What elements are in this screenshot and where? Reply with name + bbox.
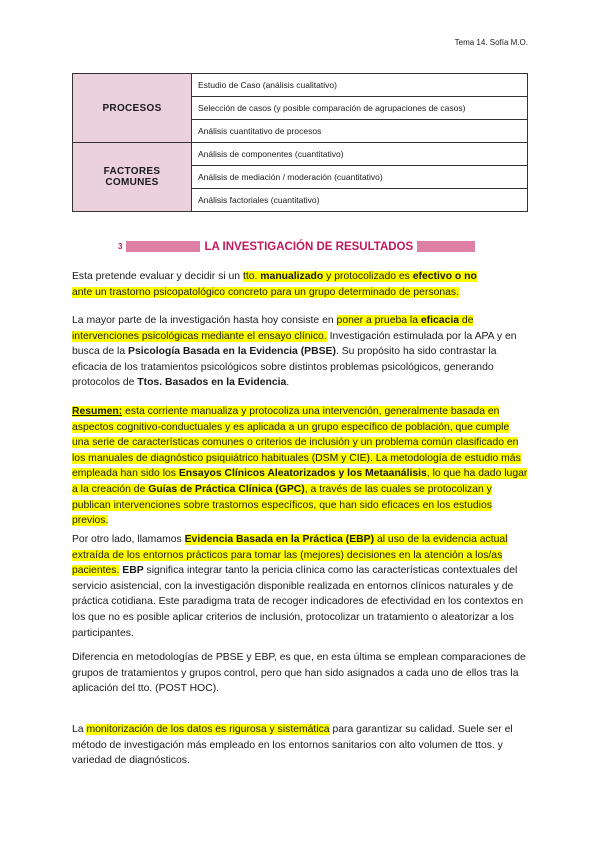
table-row [73,74,528,97]
highlight-span: esta corriente manualiza y protocoliza una intervención, generalmente basada en aspectos cognitivo-conductuales y es aplicada a un grupo específico de población, que cumple una serie de características comunes o criterios de inclusión y un problema común clasificado en los manuales de diagnóstico psiquiátrico habituales (DSM y CIE). La metodología de estudio más empleada han sido los [72,406,521,480]
highlight-span [72,406,122,417]
paragraph-1 [72,269,528,300]
highlight-span [260,271,323,282]
table-cell: Análisis de mediación / moderación (cuantitativo) [192,166,528,189]
bold-span: EBP [122,565,144,577]
text-span: para garantizar su calidad. Suele ser el método de investigación más empleado en los entornos sanitarios con alto volumen de ttos. y variedad de diagnósticos. [72,724,513,767]
summary-label: Resumen: [72,406,123,417]
paragraph-6 [72,722,528,769]
bold-span: Evidencia Basada en la Práctica (EBP) [184,534,375,545]
highlight-span: , lo que ha dado lugar a la creación de [72,468,528,495]
text-span: La [72,724,87,735]
paragraph-3 [72,404,528,529]
highlight-span: intervenciones psicológicas mediante el ensayo clínico. [72,330,327,342]
text-span: La mayor parte de la investigación hasta hoy consiste en [72,315,337,326]
table-cell: Análisis de componentes (cuantitativo) [192,143,528,166]
highlight-span: de [459,315,474,326]
section-number: 3 [118,242,123,251]
highlight-span: poner a prueba la [336,315,421,326]
section-heading [118,240,482,253]
highlight-span [413,271,477,282]
page-header: Tema 14. Sofía M.O. [454,38,528,47]
highlight-span: , a través de las cuales se protocolizan y publican intervenciones sobre trastornos específicos, que han sido eficaces en los estudios previos. [72,483,492,527]
table-cell: Selección de casos (y posible comparación de agrupaciones de casos) [192,97,528,120]
highlight-span [148,484,305,495]
highlight-span [421,315,459,326]
paragraph-4 [72,532,528,641]
text-span: . [286,377,290,389]
group-factores-comunes: FACTORES COMUNES [73,143,192,212]
text-span: Esta pretende evaluar y decidir si un [72,271,243,282]
paragraph-5 [72,650,528,697]
methods-table [72,73,528,212]
table-cell: Análisis factoriales (cuantitativo) [192,189,528,212]
text-span: . Su propósito ha sido contrastar la eficacia de los tratamientos psicológicos sobre distintos problemas psicológicos, generando protocolos de [72,346,497,389]
highlight-span [185,534,374,545]
text-span: Por otro lado, llamamos [72,534,185,545]
highlight-span: tto. [242,271,261,282]
highlight-span: al uso de la evidencia actual extraída de los entornos prácticos para tomar las (mejores) decisiones en la atención a los/as pacientes. [72,534,508,577]
table-row [73,143,528,166]
highlight-span: ante un trastorno psicopatológico concreto para un grupo determinado de personas. [72,286,460,298]
heading-bar-right [417,241,475,252]
bold-span: manualizado [260,271,324,282]
text-span: Diferencia en metodologías de PBSE y EBP, es que, en esta última se emplean comparaciones de grupos de tratamientos y grupos control, pero que han sido asignados a cada uno de ellos tras la aplicación del tto. (POST HOC). [72,652,526,695]
bold-span: efectivo o no [412,271,477,282]
text-span: Investigación estimulada por la APA y en busca de la [72,330,517,358]
bold-span: eficacia [420,315,460,326]
bold-span: Ensayos Clínicos Aleatorizados y los Metaanálisis [178,468,427,480]
group-procesos: PROCESOS [73,74,192,143]
paragraph-2 [72,313,528,391]
text-span: significa integrar tanto la pericia clínica como las características contextuales del servicio asistencial, con la investigación disponible realizada en entornos clínicos naturales y de práctica cotidiana. Este paradigma trata de recoger indicadores de efectividad en los contextos en los que no es posible aplicar criterios de inclusión, protocolizar un tratamiento o aleatorizar a los participantes. [72,565,524,639]
section-title: LA INVESTIGACIÓN DE RESULTADOS [204,240,414,253]
bold-span: Psicología Basada en la Evidencia (PBSE) [128,346,336,358]
highlight-span [179,468,427,479]
heading-bar-left [126,241,200,252]
bold-span: Ttos. Basados en la Evidencia [137,377,287,389]
table-cell: Estudio de Caso (análisis cualitativo) [192,74,528,97]
bold-span: Guías de Práctica Clínica (GPC) [148,483,305,495]
table-cell: Análisis cuantitativo de procesos [192,120,528,143]
highlight-span: monitorización de los datos es rigurosa y sistemática [86,724,330,735]
highlight-span: y protocolizado es [323,271,413,282]
